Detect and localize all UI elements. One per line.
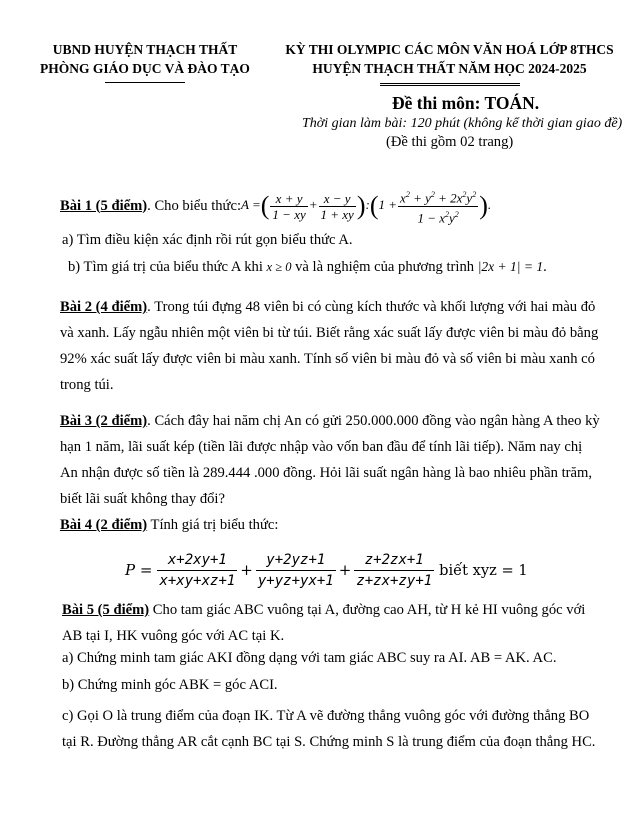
q2-paragraph [60, 294, 600, 398]
q3-title: Bài 3 (2 điểm) [60, 413, 148, 429]
dept-underline [105, 82, 185, 83]
q4-title: Bài 4 (2 điểm) [60, 517, 148, 533]
q2-title: Bài 2 (4 điểm) [60, 299, 148, 315]
q3-text: . Cách đây hai năm chị An có gửi 250.000.000 đồng vào ngân hàng A theo kỳ hạn 1 năm, lãi suất kép (tiền lãi được nhập vào vốn ban đầu để tính lãi tiếp). Năm nay chị An nhận được số tiền là 289.444 .000 đồng. Hỏi lãi suất ngân hàng là bao nhiêu phần trăm, biết lãi suất không thay đổi? [60, 413, 600, 507]
q4-text: Tính giá trị biểu thức: [147, 517, 279, 533]
q5-part-b: b) Chứng minh góc ABK = góc ACI. [62, 677, 278, 693]
pages-note: (Đề thi gồm 02 trang) [386, 134, 514, 150]
q5-text: Cho tam giác ABC vuông tại A, đường cao AH, từ H kẻ HI vuông góc với AB tại I, HK vuông góc với AC tại K. [62, 602, 586, 644]
q1-part-b: b) Tìm giá trị của biểu thức A khi x ≥ 0 và là nghiệm của phương trình |2x + 1| = 1. [68, 259, 547, 275]
q1-expression: A =( $\frac{x + y}{1 - xy}$ + $\frac{x - y}{1 + xy}$ ):(1 + $\frac{x^2 + y^2 + 2x^2y^2}{1 - x^2y^2}$ ). [241, 187, 491, 225]
q5-part-a: a) Chứng minh tam giác AKI đồng dạng với tam giác ABC suy ra AI. AB = AK. AC. [62, 650, 557, 666]
q4-equation: P = $\frac{x+2xy+1}{x+xy+xz+1}$ + $\frac{y+2yz+1}{y+yz+yx+1}$ + $\frac{z+2zx+1}{z+zx+zy+1}$ biết xyz = 1 [125, 551, 528, 589]
q5-part-c: c) Gọi O là trung điểm của đoạn IK. Từ A vẽ đường thẳng vuông góc với đường thẳng BO tại R. Đường thẳng AR cắt cạnh BC tại S. Chứng minh S là trung điểm của đoạn thẳng HC. [62, 708, 596, 750]
q1-title: Bài 1 (5 điểm) [60, 197, 148, 214]
dept-line2: PHÒNG GIÁO DỤC VÀ ĐÀO TẠO [40, 61, 250, 76]
time-note: Thời gian làm bài: 120 phút (không kể thời gian giao đề) [302, 116, 623, 131]
q5-paragraph [62, 597, 602, 649]
subject-title: Đề thi môn: TOÁN. [392, 93, 540, 113]
q5-title: Bài 5 (5 điểm) [62, 602, 150, 618]
q4-line [60, 517, 278, 534]
exam-title-underline [380, 83, 520, 86]
q2-text: . Trong túi đựng 48 viên bi có cùng kích thước và khối lượng với hai màu đỏ và xanh. Lấy ngẫu nhiên một viên bi từ túi. Biết rằng xác suất lấy được viên bi màu đỏ bằng 92% xác suất lấy được viên bi màu xanh. Tính số viên bi màu đỏ và số viên bi màu xanh có trong túi. [60, 299, 599, 393]
exam-title-line2: HUYỆN THẠCH THẤT NĂM HỌC 2024-2025 [312, 61, 587, 76]
q3-paragraph [60, 408, 600, 512]
q1-line [60, 187, 491, 225]
exam-title-line1: KỲ THI OLYMPIC CÁC MÔN VĂN HOÁ LỚP 8THCS [285, 42, 614, 57]
q1-intro: . Cho biểu thức: [147, 197, 241, 214]
q1-part-a: a) Tìm điều kiện xác định rồi rút gọn biểu thức A. [62, 232, 353, 248]
dept-line1: UBND HUYỆN THẠCH THẤT [52, 42, 238, 57]
